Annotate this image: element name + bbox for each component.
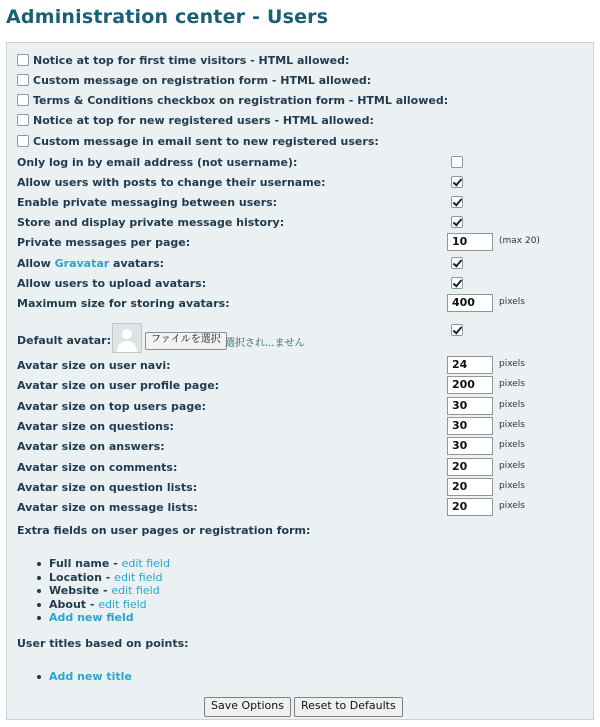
avatar-size-message-lists-label: Avatar size on message lists: xyxy=(17,501,198,514)
avatar-size-profile-row xyxy=(17,376,585,396)
avatar-size-questions-input[interactable]: 30 xyxy=(447,417,493,435)
add-new-title-link[interactable]: Add new title xyxy=(49,670,132,683)
page-title: Administration center - Users xyxy=(6,6,329,28)
terms-checkbox[interactable] xyxy=(17,94,29,106)
pixels-unit: pixels xyxy=(499,501,525,511)
pixels-unit: pixels xyxy=(499,359,525,369)
edit-field-link[interactable]: edit field xyxy=(114,570,163,584)
pixels-unit: pixels xyxy=(499,461,525,471)
terms-checkbox-row xyxy=(17,91,585,111)
list-item: About - edit field xyxy=(17,598,170,612)
pm-history-checkbox[interactable] xyxy=(451,216,463,228)
email-message-row xyxy=(17,132,585,152)
change-username-row xyxy=(17,173,585,193)
pm-per-page-note: (max 20) xyxy=(499,236,540,246)
pm-per-page-row xyxy=(17,233,585,253)
notice-first-time-row xyxy=(17,51,585,71)
extra-fields-list xyxy=(17,557,170,625)
default-avatar-checkbox[interactable] xyxy=(451,324,463,336)
notice-registration-label: Custom message on registration form - HTML allowed: xyxy=(33,74,372,87)
list-item xyxy=(17,611,170,625)
avatar-size-navi-label: Avatar size on user navi: xyxy=(17,359,171,372)
avatar-size-comments-input[interactable]: 20 xyxy=(447,458,493,476)
list-item xyxy=(17,670,132,684)
list-item: Location - edit field xyxy=(17,571,170,585)
avatar-size-answers-row xyxy=(17,437,585,457)
pm-history-row xyxy=(17,213,585,233)
avatar-size-questions-label: Avatar size on questions: xyxy=(17,420,174,433)
avatar-size-navi-input[interactable]: 24 xyxy=(447,356,493,374)
default-avatar-label: Default avatar: xyxy=(17,334,112,347)
email-message-label: Custom message in email sent to new registered users: xyxy=(33,135,379,148)
gravatar-label: Allow Gravatar avatars: xyxy=(17,257,165,270)
reset-defaults-button[interactable]: Reset to Defaults xyxy=(294,697,403,717)
notice-first-time-label: Notice at top for first time visitors - HTML allowed: xyxy=(33,54,350,67)
avatar-size-top-users-input[interactable]: 30 xyxy=(447,397,493,415)
private-messaging-checkbox[interactable] xyxy=(451,196,463,208)
pm-history-label: Store and display private message history: xyxy=(17,216,285,229)
terms-label: Terms & Conditions checkbox on registration form - HTML allowed: xyxy=(33,94,449,107)
avatar-size-comments-label: Avatar size on comments: xyxy=(17,461,178,474)
edit-field-link[interactable]: edit field xyxy=(111,584,160,597)
avatar-size-navi-row xyxy=(17,356,585,376)
email-login-checkbox[interactable] xyxy=(451,156,463,168)
max-avatar-size-input[interactable]: 400 xyxy=(447,294,493,312)
list-item: Website - edit field xyxy=(17,584,170,598)
choose-file-button[interactable]: ファイルを選択 xyxy=(145,332,227,350)
upload-avatars-row xyxy=(17,274,585,294)
avatar-size-message-lists-row xyxy=(17,498,585,518)
gravatar-link[interactable]: Gravatar xyxy=(54,257,110,270)
upload-avatars-checkbox[interactable] xyxy=(451,277,463,289)
user-titles-list xyxy=(17,670,132,684)
avatar-size-top-users-label: Avatar size on top users page: xyxy=(17,400,207,413)
private-messaging-row xyxy=(17,193,585,213)
change-username-label: Allow users with posts to change their username: xyxy=(17,176,326,189)
user-titles-heading: User titles based on points: xyxy=(17,637,189,650)
extra-fields-heading: Extra fields on user pages or registration form: xyxy=(17,524,311,537)
notice-registration-checkbox[interactable] xyxy=(17,74,29,86)
save-options-button[interactable]: Save Options xyxy=(204,697,291,717)
email-login-label: Only log in by email address (not username): xyxy=(17,156,298,169)
notice-new-registered-label: Notice at top for new registered users - HTML allowed: xyxy=(33,114,374,127)
avatar-size-question-lists-input[interactable]: 20 xyxy=(447,478,493,496)
email-message-checkbox[interactable] xyxy=(17,135,29,147)
notice-new-registered-checkbox[interactable] xyxy=(17,114,29,126)
notice-first-time-checkbox[interactable] xyxy=(17,54,29,66)
add-new-field-link[interactable]: Add new field xyxy=(49,611,134,624)
avatar-size-questions-row xyxy=(17,417,585,437)
pm-per-page-label: Private messages per page: xyxy=(17,236,191,249)
avatar-size-question-lists-row xyxy=(17,478,585,498)
private-messaging-label: Enable private messaging between users: xyxy=(17,196,278,209)
file-status-text: 選択され...ません xyxy=(225,338,305,349)
gravatar-checkbox[interactable] xyxy=(451,257,463,269)
pixels-unit: pixels xyxy=(499,420,525,430)
default-avatar-row xyxy=(17,331,585,351)
default-avatar-image xyxy=(112,323,142,353)
avatar-size-answers-label: Avatar size on answers: xyxy=(17,440,165,453)
pixels-unit: pixels xyxy=(499,400,525,410)
pixels-unit: pixels xyxy=(499,440,525,450)
notice-new-registered-row xyxy=(17,111,585,131)
avatar-size-profile-label: Avatar size on user profile page: xyxy=(17,379,220,392)
edit-field-link[interactable]: edit field xyxy=(121,557,170,570)
pixels-unit: pixels xyxy=(499,379,525,389)
avatar-size-message-lists-input[interactable]: 20 xyxy=(447,498,493,516)
avatar-size-answers-input[interactable]: 30 xyxy=(447,437,493,455)
avatar-size-question-lists-label: Avatar size on question lists: xyxy=(17,481,198,494)
avatar-size-comments-row xyxy=(17,458,585,478)
max-avatar-size-note: pixels xyxy=(499,297,525,307)
max-avatar-size-row xyxy=(17,294,585,314)
pixels-unit: pixels xyxy=(499,481,525,491)
users-options-panel xyxy=(6,42,594,720)
avatar-size-profile-input[interactable]: 200 xyxy=(447,376,493,394)
pm-per-page-input[interactable]: 10 xyxy=(447,233,493,251)
edit-field-link[interactable]: edit field xyxy=(98,597,147,611)
change-username-checkbox[interactable] xyxy=(451,176,463,188)
upload-avatars-label: Allow users to upload avatars: xyxy=(17,277,207,290)
max-avatar-size-label: Maximum size for storing avatars: xyxy=(17,297,230,310)
email-login-row xyxy=(17,153,585,173)
gravatar-row xyxy=(17,254,585,274)
notice-registration-row xyxy=(17,71,585,91)
avatar-size-top-users-row xyxy=(17,397,585,417)
list-item: Full name - edit field xyxy=(17,557,170,571)
